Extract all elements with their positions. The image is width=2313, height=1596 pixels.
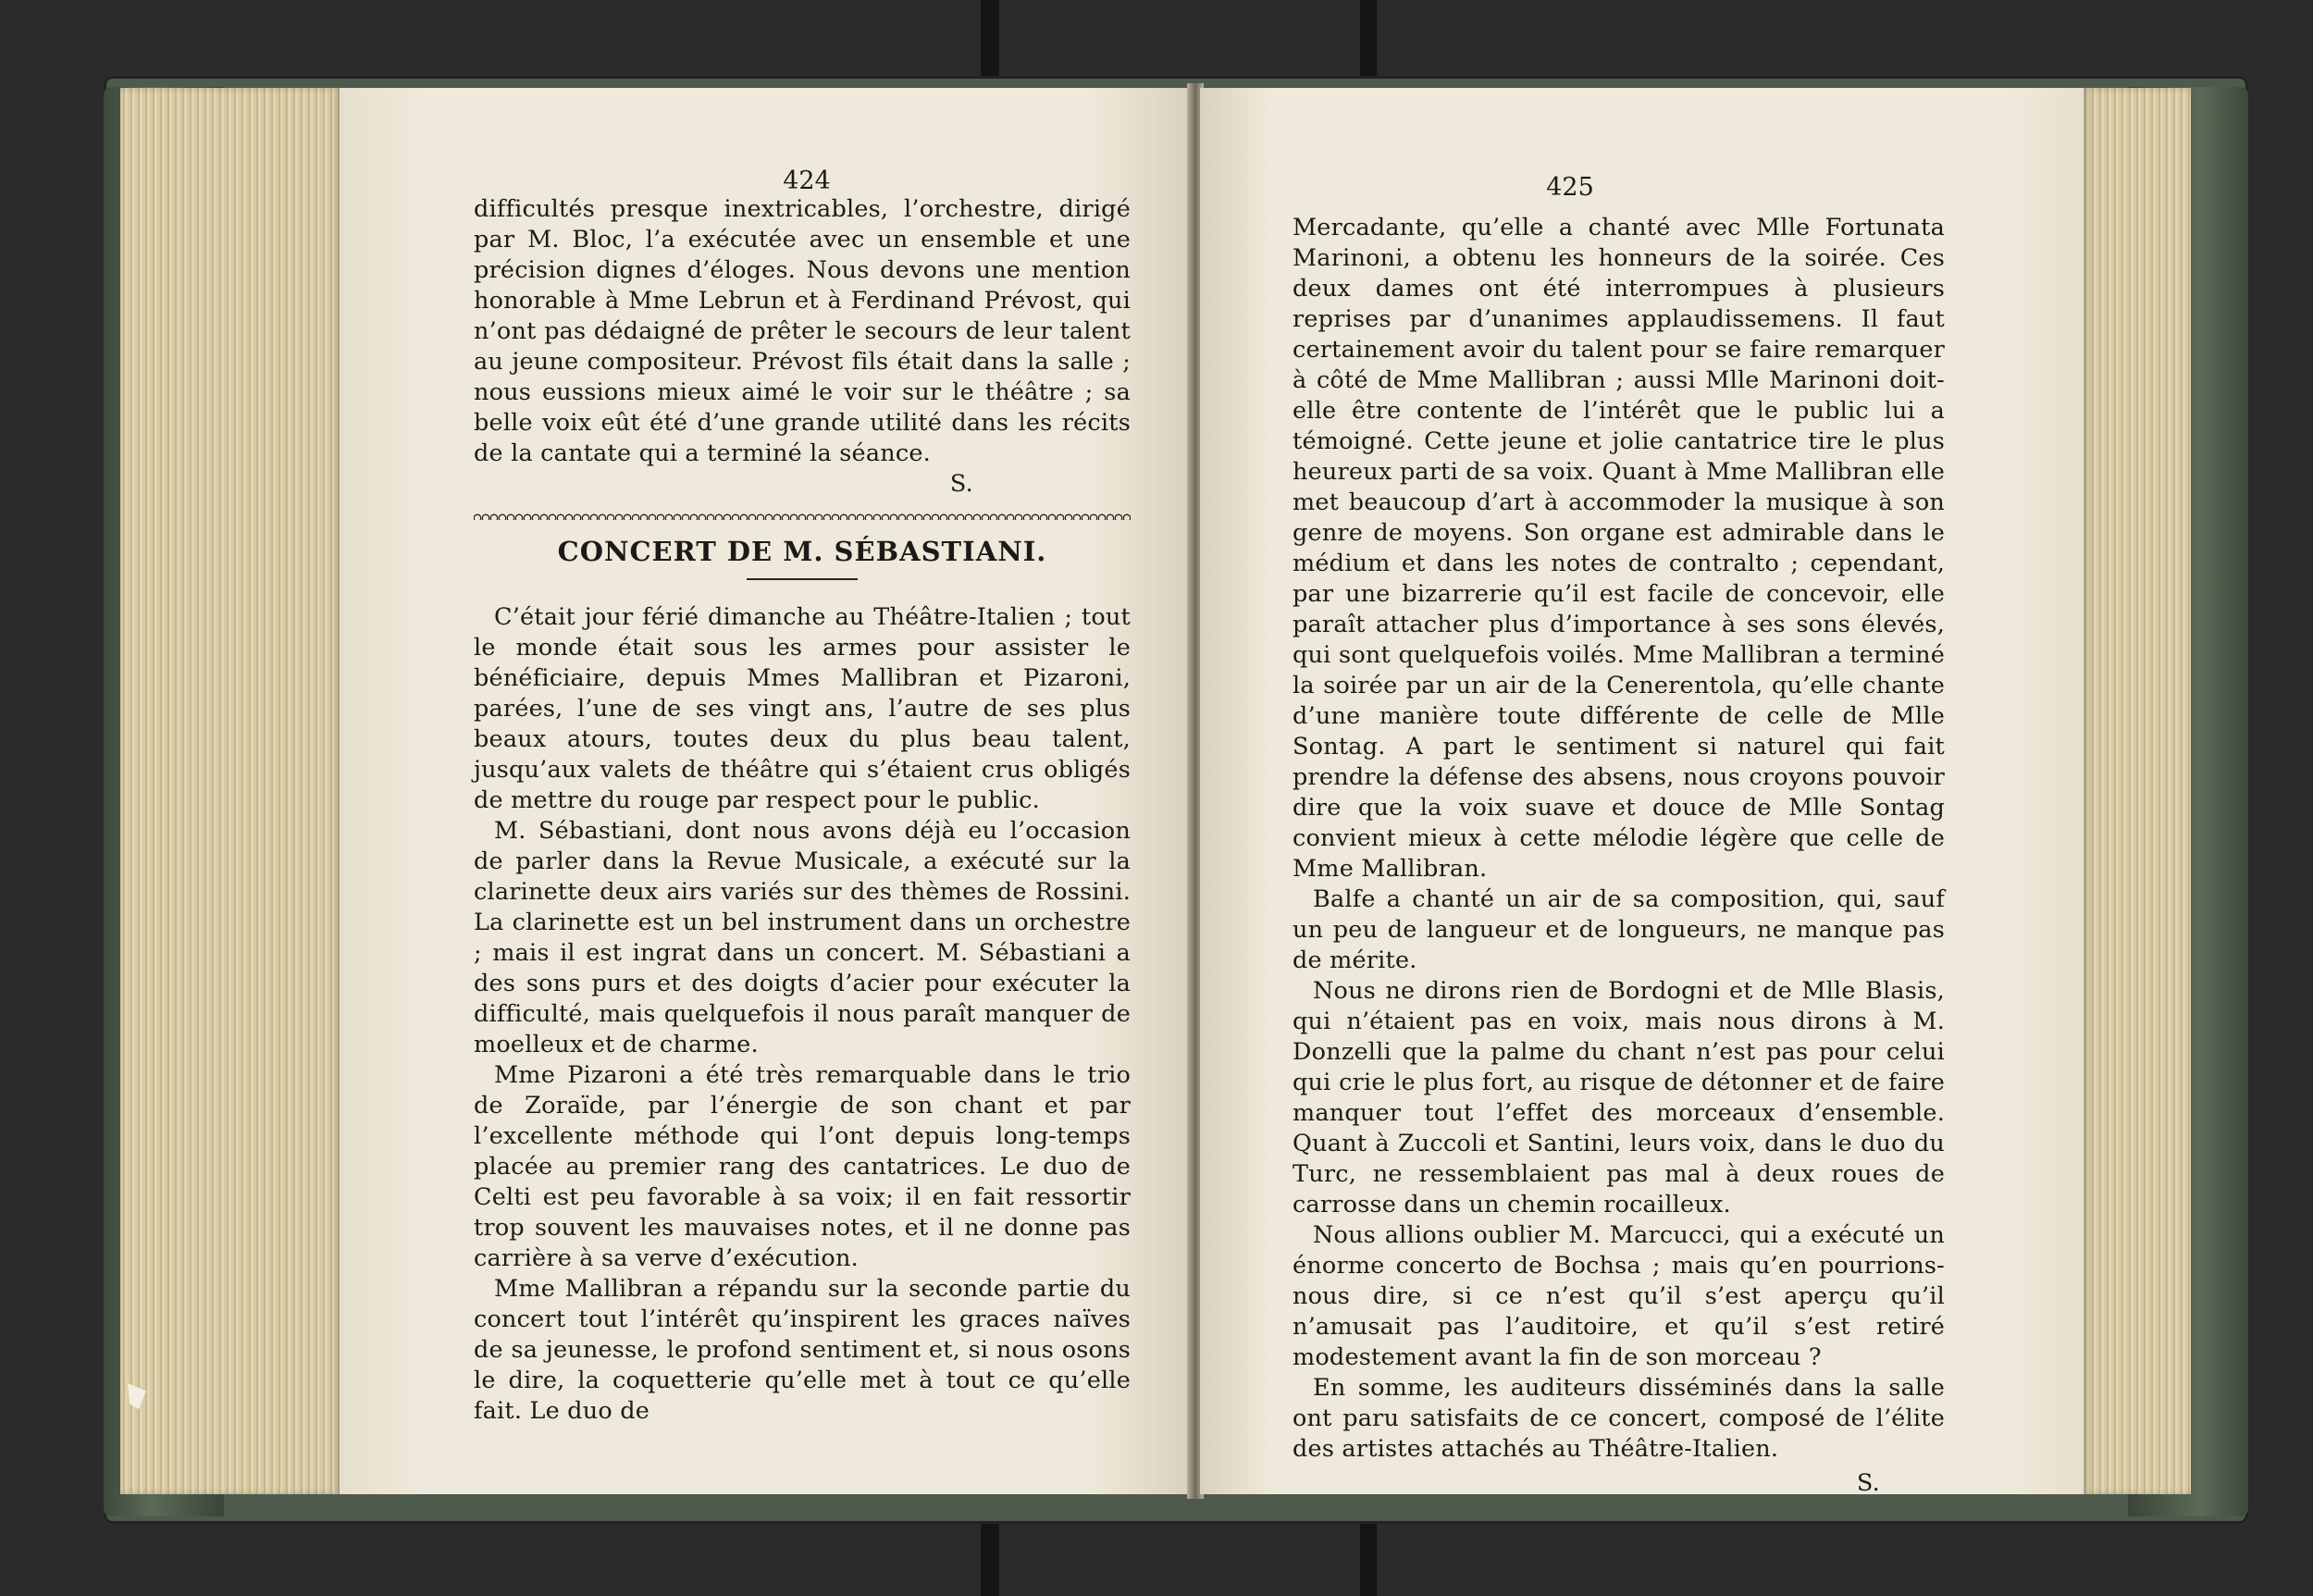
left-page-text: [474, 194, 1131, 1427]
paragraph: Nous ne dirons rien de Bordogni et de Mlle Blasis, qui n’étaient pas en voix, mais nous dirons à M. Donzelli que la palme du chant n’est pas pour celui qui crie le plus fort, au risque de détonner et de faire manquer tout l’effet des morceaux d’ensemble. Quant à Zuccoli et Santini, leurs voix, dans le duo du Turc, ne ressemblaient pas mal à deux roues de carrosse dans un chemin rocailleux.: [1293, 977, 1945, 1219]
page-edges-left: [120, 88, 342, 1494]
paragraph: Mme Mallibran a répandu sur la seconde partie du concert tout l’intérêt qu’inspirent les graces naïves de sa jeunesse, le profond sentiment et, si nous osons le dire, la coquetterie qu’elle met à tout ce qu’elle fait. Le duo de: [474, 1275, 1131, 1425]
heading-rule: [747, 578, 858, 580]
paragraph: Mme Pizaroni a été très remarquable dans le trio de Zoraïde, par l’énergie de son chant et par l’excellente méthode qui l’ont depuis long-temps placée au premier rang des cantatrices. Le duo de Celti est peu favorable à sa voix; il en fait ressortir trop souvent les mauvaises notes, et il ne donne pas carrière à sa verve d’exécution.: [474, 1061, 1131, 1272]
paragraph: Mercadante, qu’elle a chanté avec Mlle Fortunata Marinoni, a obtenu les honneurs de la soirée. Ces deux dames ont été interrompues à plusieurs reprises par d’unanimes applaudissemens. Il faut certainement avoir du talent pour se faire remarquer à côté de Mme Mallibran ; aussi Mlle Marinoni doit-elle être contente de l’intérêt que le public lui a témoigné. Cette jeune et jolie cantatrice tire le plus heureux parti de sa voix. Quant à Mme Mallibran elle met beaucoup d’art à accommoder la musique à son genre de moyens. Son organe est admirable dans le médium et dans les notes de contralto ; cependant, par une bizarrerie qu’il est facile de concevoir, elle paraît attacher plus d’importance à ses sons élevés, qui sont quelquefois voilés. Mme Mallibran a terminé la soirée par un air de la Cenerentola, qu’elle chante d’une manière toute différente de celle de Mlle Sontag. A part le sentiment si naturel qui fait prendre la défense des absens, nous croyons pouvoir dire que la voix suave et douce de Mlle Sontag convient mieux à cette mélodie légère que celle de Mme Mallibran.: [1293, 214, 1945, 883]
right-page-text: [1293, 213, 1945, 1499]
signature: S.: [949, 470, 973, 498]
wavy-divider: [474, 511, 1131, 520]
paragraph: En somme, les auditeurs disséminés dans la salle ont paru satisfaits de ce concert, composé de l’élite des artistes attachés au Théâtre-Italien.: [1293, 1374, 1945, 1463]
page-edges-right: [2082, 88, 2191, 1494]
page-number: 424: [783, 167, 831, 195]
paragraph: difficultés presque inextricables, l’orchestre, dirigé par M. Bloc, l’a exécutée avec un ensemble et une précision dignes d’éloges. Nous devons une mention honorable à Mme Lebrun et à Ferdinand Prévost, qui n’ont pas dédaigné de prêter le secours de leur talent au jeune compositeur. Prévost fils était dans la salle ; nous eussions mieux aimé le voir sur le théâtre ; sa belle voix eût été d’une grande utilité dans les récits de la cantate qui a terminé la séance.: [474, 195, 1131, 467]
paragraph: Nous allions oublier M. Marcucci, qui a exécuté un énorme concerto de Bochsa ; mais qu’en pourrions-nous dire, si ce n’est qu’il s’est aperçu qu’il n’amusait pas l’auditoire, et qu’il s’est retiré modestement avant la fin de son morceau ?: [1293, 1221, 1945, 1371]
left-page: [340, 88, 1191, 1494]
signature: S.: [1856, 1469, 1880, 1497]
paragraph: M. Sébastiani, dont nous avons déjà eu l’occasion de parler dans la Revue Musicale, a exécuté sur la clarinette deux airs variés sur des thèmes de Rossini. La clarinette est un bel instrument dans un orchestre ; mais il est ingrat dans un concert. M. Sébastiani a des sons purs et des doigts d’acier pour exécuter la difficulté, mais quelquefois il nous paraît manquer de moelleux et de charme.: [474, 817, 1131, 1058]
paragraph: Balfe a chanté un air de sa composition, qui, sauf un peu de langueur et de longueurs, ne manque pas de mérite.: [1293, 885, 1945, 974]
page-number: 425: [1546, 173, 1594, 202]
paragraph: C’était jour férié dimanche au Théâtre-Italien ; tout le monde était sous les armes pour assister le bénéficiaire, depuis Mmes Mallibran et Pizaroni, parées, l’une de ses vingt ans, l’autre de ses plus beaux atours, toutes deux du plus beau talent, jusqu’aux valets de théâtre qui s’étaient crus obligés de mettre du rouge par respect pour le public.: [474, 603, 1131, 814]
section-heading: CONCERT DE M. SÉBASTIANI.: [557, 536, 1047, 567]
right-page: [1200, 88, 2084, 1497]
